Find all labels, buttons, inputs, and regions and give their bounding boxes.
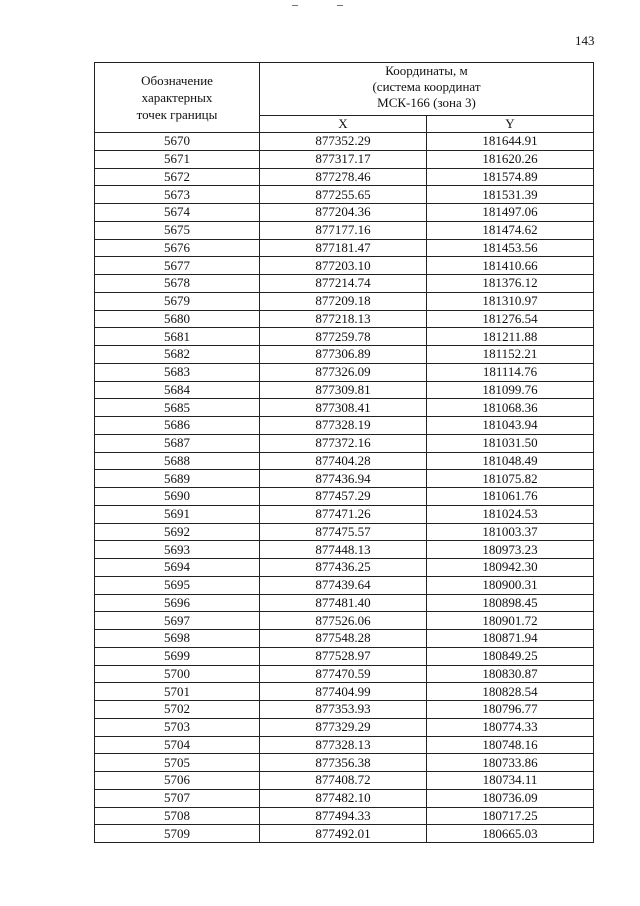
cell-y: 181310.97 <box>427 292 594 310</box>
cell-point-number: 5706 <box>95 772 260 790</box>
cell-point-number: 5692 <box>95 523 260 541</box>
table-row <box>95 505 594 523</box>
table-row <box>95 204 594 222</box>
cell-y: 181531.39 <box>427 186 594 204</box>
cell-point-number: 5708 <box>95 807 260 825</box>
cell-y: 180849.25 <box>427 647 594 665</box>
table-row <box>95 346 594 364</box>
cell-y: 181620.26 <box>427 150 594 168</box>
cell-x: 877308.41 <box>260 399 427 417</box>
cell-x: 877353.93 <box>260 701 427 719</box>
header-y: Y <box>427 116 594 133</box>
cell-point-number: 5688 <box>95 452 260 470</box>
cell-y: 181099.76 <box>427 381 594 399</box>
cell-y: 181453.56 <box>427 239 594 257</box>
cell-point-number: 5676 <box>95 239 260 257</box>
cell-y: 181276.54 <box>427 310 594 328</box>
cell-point-number: 5684 <box>95 381 260 399</box>
page-number: 143 <box>575 33 595 48</box>
cell-x: 877356.38 <box>260 754 427 772</box>
cell-y: 181410.66 <box>427 257 594 275</box>
cell-x: 877448.13 <box>260 541 427 559</box>
cell-point-number: 5672 <box>95 168 260 186</box>
cell-y: 181048.49 <box>427 452 594 470</box>
table-row <box>95 488 594 506</box>
cell-point-number: 5694 <box>95 559 260 577</box>
table-row <box>95 683 594 701</box>
cell-x: 877548.28 <box>260 630 427 648</box>
cell-point-number: 5707 <box>95 789 260 807</box>
table-row <box>95 239 594 257</box>
cell-x: 877317.17 <box>260 150 427 168</box>
cell-x: 877204.36 <box>260 204 427 222</box>
table-row <box>95 541 594 559</box>
cell-point-number: 5700 <box>95 665 260 683</box>
cell-y: 180733.86 <box>427 754 594 772</box>
cell-y: 180901.72 <box>427 612 594 630</box>
cell-x: 877481.40 <box>260 594 427 612</box>
cell-x: 877470.59 <box>260 665 427 683</box>
cell-x: 877352.29 <box>260 133 427 151</box>
cell-x: 877326.09 <box>260 363 427 381</box>
cell-point-number: 5686 <box>95 417 260 435</box>
cell-point-number: 5697 <box>95 612 260 630</box>
cell-x: 877526.06 <box>260 612 427 630</box>
cell-point-number: 5695 <box>95 576 260 594</box>
cell-point-number: 5681 <box>95 328 260 346</box>
cell-x: 877278.46 <box>260 168 427 186</box>
cell-point-number: 5677 <box>95 257 260 275</box>
cell-x: 877328.19 <box>260 417 427 435</box>
table-row <box>95 381 594 399</box>
table-row <box>95 399 594 417</box>
cell-point-number: 5703 <box>95 718 260 736</box>
table-row <box>95 701 594 719</box>
table-row <box>95 612 594 630</box>
header-coord-line: Координаты, м <box>385 63 468 78</box>
cell-y: 181474.62 <box>427 221 594 239</box>
cell-point-number: 5699 <box>95 647 260 665</box>
header-point-designation <box>95 63 260 133</box>
cell-y: 181003.37 <box>427 523 594 541</box>
table-row <box>95 168 594 186</box>
cell-x: 877404.28 <box>260 452 427 470</box>
header-point-line: Обозначение <box>141 73 213 88</box>
cell-y: 181114.76 <box>427 363 594 381</box>
table-row <box>95 754 594 772</box>
cell-y: 180748.16 <box>427 736 594 754</box>
cell-x: 877475.57 <box>260 523 427 541</box>
cell-y: 181497.06 <box>427 204 594 222</box>
cell-x: 877329.29 <box>260 718 427 736</box>
cell-point-number: 5670 <box>95 133 260 151</box>
cell-x: 877439.64 <box>260 576 427 594</box>
table-row <box>95 559 594 577</box>
cell-point-number: 5687 <box>95 434 260 452</box>
cell-y: 181031.50 <box>427 434 594 452</box>
cell-x: 877209.18 <box>260 292 427 310</box>
cell-point-number: 5673 <box>95 186 260 204</box>
cell-x: 877306.89 <box>260 346 427 364</box>
cell-x: 877482.10 <box>260 789 427 807</box>
cell-point-number: 5704 <box>95 736 260 754</box>
cell-y: 180774.33 <box>427 718 594 736</box>
cell-x: 877528.97 <box>260 647 427 665</box>
table-row <box>95 576 594 594</box>
table-row <box>95 452 594 470</box>
table-row <box>95 807 594 825</box>
cell-x: 877255.65 <box>260 186 427 204</box>
cell-point-number: 5696 <box>95 594 260 612</box>
cell-x: 877259.78 <box>260 328 427 346</box>
cell-y: 181574.89 <box>427 168 594 186</box>
header-x: X <box>260 116 427 133</box>
table-body <box>95 133 594 843</box>
cell-x: 877457.29 <box>260 488 427 506</box>
cell-y: 181376.12 <box>427 275 594 293</box>
table-row <box>95 363 594 381</box>
cell-x: 877218.13 <box>260 310 427 328</box>
table-row <box>95 310 594 328</box>
cell-point-number: 5702 <box>95 701 260 719</box>
cell-y: 180898.45 <box>427 594 594 612</box>
table-row <box>95 594 594 612</box>
cell-y: 180830.87 <box>427 665 594 683</box>
cell-y: 180828.54 <box>427 683 594 701</box>
cell-point-number: 5671 <box>95 150 260 168</box>
cell-x: 877214.74 <box>260 275 427 293</box>
cell-point-number: 5679 <box>95 292 260 310</box>
cell-y: 181644.91 <box>427 133 594 151</box>
table-row <box>95 186 594 204</box>
table-row <box>95 736 594 754</box>
cell-x: 877436.25 <box>260 559 427 577</box>
cell-y: 181152.21 <box>427 346 594 364</box>
table-row <box>95 772 594 790</box>
cell-y: 180717.25 <box>427 807 594 825</box>
cell-point-number: 5690 <box>95 488 260 506</box>
cell-x: 877492.01 <box>260 825 427 843</box>
table-row <box>95 133 594 151</box>
table-row <box>95 150 594 168</box>
cell-y: 180734.11 <box>427 772 594 790</box>
table-row <box>95 665 594 683</box>
table-row <box>95 275 594 293</box>
cell-point-number: 5698 <box>95 630 260 648</box>
cell-x: 877471.26 <box>260 505 427 523</box>
cell-x: 877372.16 <box>260 434 427 452</box>
table-row <box>95 789 594 807</box>
cell-y: 180665.03 <box>427 825 594 843</box>
table-row <box>95 434 594 452</box>
cell-y: 180736.09 <box>427 789 594 807</box>
cell-point-number: 5705 <box>95 754 260 772</box>
cell-point-number: 5674 <box>95 204 260 222</box>
cell-y: 180796.77 <box>427 701 594 719</box>
cell-point-number: 5675 <box>95 221 260 239</box>
table-row <box>95 718 594 736</box>
cell-x: 877404.99 <box>260 683 427 701</box>
header-point-line: точек границы <box>136 107 218 122</box>
cell-x: 877181.47 <box>260 239 427 257</box>
cell-point-number: 5682 <box>95 346 260 364</box>
header-coordinates <box>260 63 594 116</box>
table-row <box>95 647 594 665</box>
cell-y: 180942.30 <box>427 559 594 577</box>
cell-point-number: 5709 <box>95 825 260 843</box>
table-row <box>95 221 594 239</box>
cell-x: 877177.16 <box>260 221 427 239</box>
cell-point-number: 5678 <box>95 275 260 293</box>
cell-point-number: 5693 <box>95 541 260 559</box>
cell-point-number: 5689 <box>95 470 260 488</box>
table-row <box>95 257 594 275</box>
table-row <box>95 825 594 843</box>
header-coord-line: (система координат <box>372 79 481 94</box>
cell-y: 180900.31 <box>427 576 594 594</box>
top-marks: – – <box>292 0 361 11</box>
cell-y: 181211.88 <box>427 328 594 346</box>
cell-x: 877494.33 <box>260 807 427 825</box>
table-row <box>95 328 594 346</box>
cell-point-number: 5685 <box>95 399 260 417</box>
table-row <box>95 417 594 435</box>
cell-y: 181024.53 <box>427 505 594 523</box>
cell-point-number: 5680 <box>95 310 260 328</box>
cell-x: 877436.94 <box>260 470 427 488</box>
cell-x: 877203.10 <box>260 257 427 275</box>
cell-y: 181068.36 <box>427 399 594 417</box>
cell-y: 180973.23 <box>427 541 594 559</box>
cell-y: 181043.94 <box>427 417 594 435</box>
table-row <box>95 523 594 541</box>
header-coord-line: МСК-166 (зона 3) <box>377 95 476 110</box>
header-point-line: характерных <box>141 90 213 105</box>
cell-point-number: 5683 <box>95 363 260 381</box>
cell-y: 181075.82 <box>427 470 594 488</box>
cell-point-number: 5701 <box>95 683 260 701</box>
cell-point-number: 5691 <box>95 505 260 523</box>
cell-y: 180871.94 <box>427 630 594 648</box>
cell-x: 877408.72 <box>260 772 427 790</box>
coordinates-table <box>94 62 594 843</box>
cell-x: 877309.81 <box>260 381 427 399</box>
table-row <box>95 292 594 310</box>
cell-y: 181061.76 <box>427 488 594 506</box>
table-row <box>95 470 594 488</box>
table-row <box>95 630 594 648</box>
cell-x: 877328.13 <box>260 736 427 754</box>
